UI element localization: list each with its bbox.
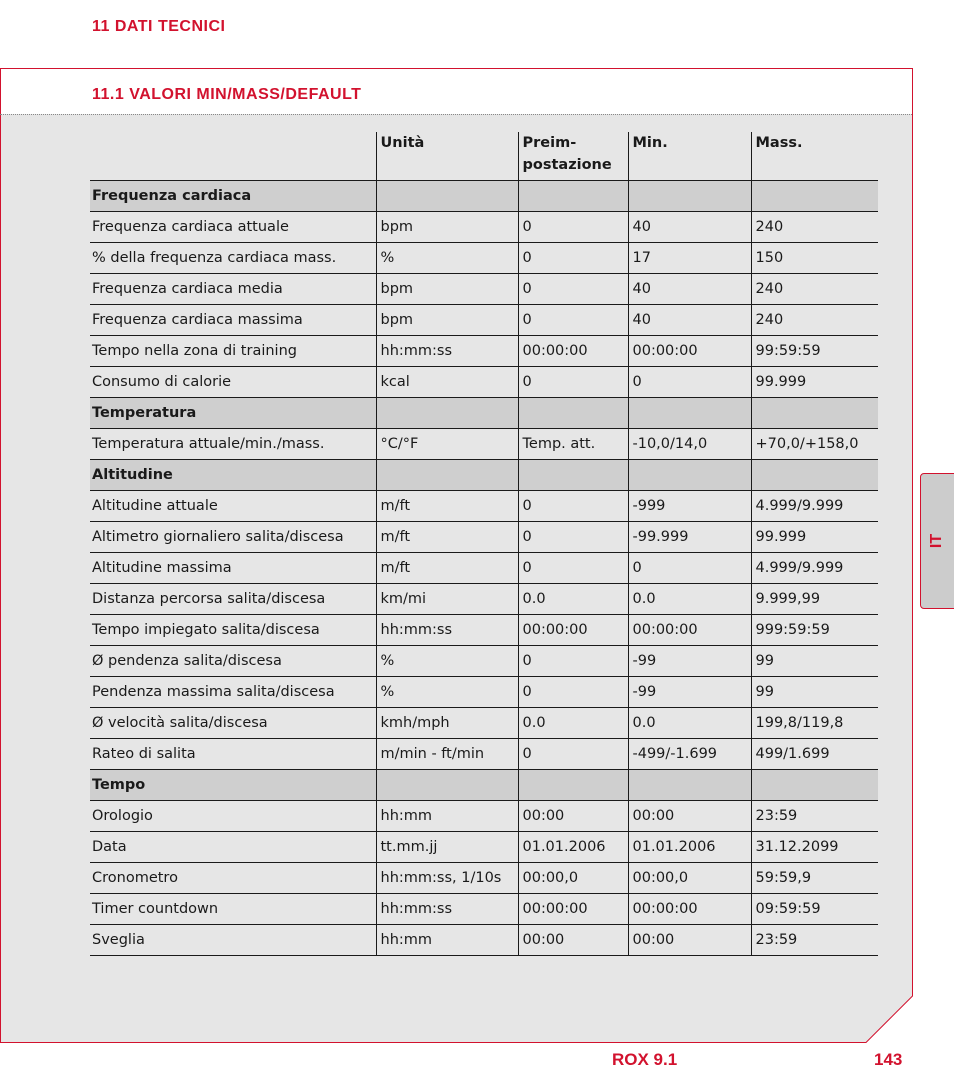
section-cell	[628, 181, 751, 212]
table-cell: hh:mm:ss	[376, 615, 518, 646]
table-cell: 9.999,99	[751, 584, 878, 615]
table-cell: 0	[628, 367, 751, 398]
table-cell: Orologio	[90, 801, 376, 832]
table-row	[90, 739, 878, 770]
table-cell: 40	[628, 212, 751, 243]
table-row	[90, 677, 878, 708]
table-cell: %	[376, 646, 518, 677]
table-cell: Temperatura attuale/min./mass.	[90, 429, 376, 460]
table-row	[90, 863, 878, 894]
table-cell: 0.0	[628, 584, 751, 615]
table-row	[90, 429, 878, 460]
table-row	[90, 522, 878, 553]
table-cell: 0.0	[518, 708, 628, 739]
table-cell: 00:00	[518, 925, 628, 956]
section-cell	[751, 398, 878, 429]
section-cell	[628, 398, 751, 429]
table-cell: 01.01.2006	[628, 832, 751, 863]
section-row	[90, 398, 878, 429]
table-cell: 0	[518, 491, 628, 522]
column-header: Mass.	[751, 132, 878, 181]
table-cell: Rateo di salita	[90, 739, 376, 770]
table-cell: Ø velocità salita/discesa	[90, 708, 376, 739]
section-cell	[518, 460, 628, 491]
table-cell: kmh/mph	[376, 708, 518, 739]
table-cell: 99:59:59	[751, 336, 878, 367]
table-cell: Altitudine massima	[90, 553, 376, 584]
table-cell: 0	[518, 305, 628, 336]
table-cell: 499/1.699	[751, 739, 878, 770]
table-cell: m/ft	[376, 491, 518, 522]
table-cell: 0	[518, 677, 628, 708]
table-row	[90, 801, 878, 832]
section-divider	[0, 114, 912, 115]
column-header: Unità	[376, 132, 518, 181]
table-cell: -10,0/14,0	[628, 429, 751, 460]
section-label: Tempo	[90, 770, 376, 801]
table-cell: 23:59	[751, 925, 878, 956]
table-cell: 00:00	[628, 925, 751, 956]
table-cell: Tempo impiegato salita/discesa	[90, 615, 376, 646]
table-row	[90, 646, 878, 677]
table-cell: 199,8/119,8	[751, 708, 878, 739]
table-cell: 999:59:59	[751, 615, 878, 646]
section-cell	[376, 460, 518, 491]
table-cell: 00:00:00	[518, 336, 628, 367]
table-row	[90, 367, 878, 398]
table-row	[90, 491, 878, 522]
table-cell: Frequenza cardiaca media	[90, 274, 376, 305]
section-row	[90, 460, 878, 491]
table-cell: %	[376, 677, 518, 708]
table-cell: hh:mm	[376, 925, 518, 956]
table-cell: 0	[518, 522, 628, 553]
table-cell: Sveglia	[90, 925, 376, 956]
table-cell: Altitudine attuale	[90, 491, 376, 522]
table-cell: 0	[518, 646, 628, 677]
table-cell: m/ft	[376, 522, 518, 553]
table-row	[90, 305, 878, 336]
table-cell: 17	[628, 243, 751, 274]
column-header: Preim- postazione	[518, 132, 628, 181]
table-row	[90, 832, 878, 863]
section-label: Frequenza cardiaca	[90, 181, 376, 212]
section-cell	[628, 770, 751, 801]
table-cell: 0	[518, 274, 628, 305]
section-cell	[628, 460, 751, 491]
table-cell: 00:00:00	[518, 615, 628, 646]
table-cell: m/min - ft/min	[376, 739, 518, 770]
table-cell: 0	[518, 243, 628, 274]
table-cell: hh:mm:ss, 1/10s	[376, 863, 518, 894]
table-cell: hh:mm:ss	[376, 894, 518, 925]
section-row	[90, 181, 878, 212]
table-cell: % della frequenza cardiaca mass.	[90, 243, 376, 274]
table-cell: hh:mm:ss	[376, 336, 518, 367]
table-row	[90, 894, 878, 925]
table-cell: bpm	[376, 305, 518, 336]
table-cell: Frequenza cardiaca massima	[90, 305, 376, 336]
table-cell: 99	[751, 646, 878, 677]
chapter-title: 11 DATI TECNICI	[92, 18, 226, 35]
section-row	[90, 770, 878, 801]
table-cell: 23:59	[751, 801, 878, 832]
table-row	[90, 708, 878, 739]
table-cell: Altimetro giornaliero salita/discesa	[90, 522, 376, 553]
table-cell: -99.999	[628, 522, 751, 553]
table-cell: Cronometro	[90, 863, 376, 894]
table-cell: 00:00	[518, 801, 628, 832]
table-cell: km/mi	[376, 584, 518, 615]
table-cell: 99.999	[751, 522, 878, 553]
section-label: Altitudine	[90, 460, 376, 491]
table-cell: 59:59,9	[751, 863, 878, 894]
table-cell: Consumo di calorie	[90, 367, 376, 398]
table-cell: tt.mm.jj	[376, 832, 518, 863]
language-tab[interactable]	[920, 473, 954, 609]
table-cell: +70,0/+158,0	[751, 429, 878, 460]
table-row	[90, 243, 878, 274]
table-cell: °C/°F	[376, 429, 518, 460]
table-cell: 240	[751, 212, 878, 243]
table-cell: -99	[628, 646, 751, 677]
table-cell: 240	[751, 305, 878, 336]
table-cell: -999	[628, 491, 751, 522]
column-header: Min.	[628, 132, 751, 181]
table-cell: 09:59:59	[751, 894, 878, 925]
table-row	[90, 615, 878, 646]
section-title: 11.1 VALORI MIN/MASS/DEFAULT	[92, 86, 362, 103]
table-cell: 0	[628, 553, 751, 584]
section-cell	[518, 398, 628, 429]
table-cell: 0	[518, 367, 628, 398]
table-cell: Pendenza massima salita/discesa	[90, 677, 376, 708]
table-row	[90, 336, 878, 367]
section-cell	[376, 181, 518, 212]
language-tab-label: IT	[928, 533, 946, 549]
table-cell: -499/-1.699	[628, 739, 751, 770]
table-cell: 01.01.2006	[518, 832, 628, 863]
table-cell: 40	[628, 274, 751, 305]
section-cell	[751, 770, 878, 801]
section-label: Temperatura	[90, 398, 376, 429]
table-cell: 00:00:00	[518, 894, 628, 925]
table-cell: 4.999/9.999	[751, 553, 878, 584]
section-cell	[751, 181, 878, 212]
table-row	[90, 274, 878, 305]
section-cell	[518, 770, 628, 801]
table-cell: 0	[518, 212, 628, 243]
table-cell: 4.999/9.999	[751, 491, 878, 522]
table-row	[90, 553, 878, 584]
table-cell: 0.0	[518, 584, 628, 615]
table-cell: Data	[90, 832, 376, 863]
table-cell: Tempo nella zona di training	[90, 336, 376, 367]
footer-product: ROX 9.1	[612, 1050, 678, 1069]
table-header-row	[90, 132, 878, 181]
table-cell: m/ft	[376, 553, 518, 584]
table-cell: bpm	[376, 212, 518, 243]
table-cell: hh:mm	[376, 801, 518, 832]
table-cell: 40	[628, 305, 751, 336]
table-cell: 99	[751, 677, 878, 708]
table-cell: Timer countdown	[90, 894, 376, 925]
table-cell: kcal	[376, 367, 518, 398]
table-cell: 00:00,0	[518, 863, 628, 894]
table-cell: %	[376, 243, 518, 274]
table-cell: 00:00	[628, 801, 751, 832]
section-cell	[518, 181, 628, 212]
table-cell: 31.12.2099	[751, 832, 878, 863]
page-number: 143	[874, 1050, 903, 1069]
table-cell: 00:00:00	[628, 615, 751, 646]
table-row	[90, 212, 878, 243]
table-cell: 99.999	[751, 367, 878, 398]
table-cell: bpm	[376, 274, 518, 305]
table-cell: Frequenza cardiaca attuale	[90, 212, 376, 243]
table-cell: 150	[751, 243, 878, 274]
table-cell: 0	[518, 739, 628, 770]
table-row	[90, 584, 878, 615]
specs-table	[90, 132, 878, 956]
table-cell: Ø pendenza salita/discesa	[90, 646, 376, 677]
table-cell: Temp. att.	[518, 429, 628, 460]
table-cell: Distanza percorsa salita/discesa	[90, 584, 376, 615]
table-cell: 0.0	[628, 708, 751, 739]
table-row	[90, 925, 878, 956]
table-cell: 00:00:00	[628, 336, 751, 367]
section-cell	[376, 770, 518, 801]
section-cell	[376, 398, 518, 429]
column-header	[90, 132, 376, 181]
section-cell	[751, 460, 878, 491]
table-cell: 0	[518, 553, 628, 584]
table-cell: 00:00,0	[628, 863, 751, 894]
table-cell: 240	[751, 274, 878, 305]
table-cell: -99	[628, 677, 751, 708]
table-cell: 00:00:00	[628, 894, 751, 925]
